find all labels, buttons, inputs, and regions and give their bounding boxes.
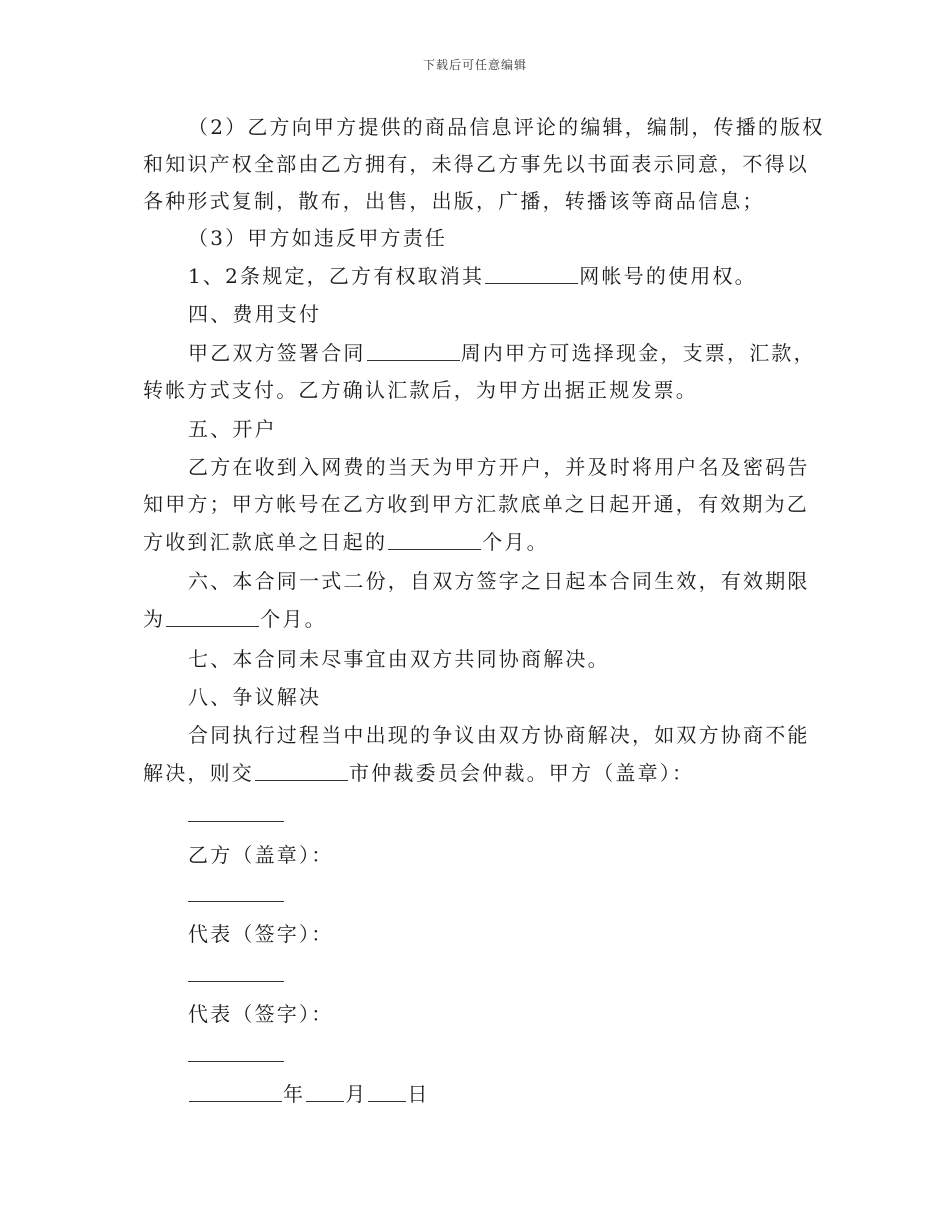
rep-1-signature-line	[188, 980, 284, 982]
text-segment: 个月。	[482, 530, 549, 554]
month-label: 月	[345, 1082, 368, 1106]
account-line-3	[143, 530, 549, 554]
section-5-heading: 五、开户	[188, 417, 277, 441]
rep-2-sign-label: 代表（签字）：	[188, 1002, 334, 1026]
month-blank	[306, 1083, 344, 1102]
section-8-heading: 八、争议解决	[188, 685, 322, 709]
clause-2-line-3: 各种形式复制，散布，出售，出版，广播，转播该等商品信息；	[143, 189, 765, 213]
dispute-line-2	[143, 761, 694, 785]
blank-field	[485, 265, 578, 284]
date-line	[188, 1082, 430, 1106]
blank-field	[388, 531, 481, 550]
payment-line-1	[188, 341, 816, 365]
year-label: 年	[283, 1082, 306, 1106]
blank-field	[166, 608, 259, 627]
section-4-heading: 四、费用支付	[188, 302, 322, 326]
text-segment: 1、2条规定，乙方有权取消其	[188, 264, 485, 288]
blank-field	[255, 762, 348, 781]
blank-field	[367, 342, 460, 361]
rep-2-signature-line	[188, 1060, 284, 1062]
clause-2-line-2: 和知识产权全部由乙方拥有，未得乙方事先以书面表示同意，不得以	[143, 152, 809, 176]
text-segment: 解决，则交	[143, 761, 254, 785]
section-6-line-2	[143, 607, 327, 631]
account-line-1: 乙方在收到入网费的当天为甲方开户，并及时将用户名及密码告	[188, 455, 810, 479]
account-line-2: 知甲方；甲方帐号在乙方收到甲方汇款底单之日起开通，有效期为乙	[143, 492, 809, 516]
party-b-signature-line	[188, 900, 284, 902]
text-segment: 甲乙双方签署合同	[188, 341, 366, 365]
year-blank	[189, 1083, 282, 1102]
day-label: 日	[407, 1082, 430, 1106]
text-segment: 市仲裁委员会仲裁。甲方（盖章）：	[349, 761, 695, 785]
payment-line-2: 转帐方式支付。乙方确认汇款后，为甲方出据正规发票。	[143, 378, 698, 402]
dispute-line-1: 合同执行过程当中出现的争议由双方协商解决，如双方协商不能	[188, 723, 810, 747]
clause-3-line: （3）甲方如违反甲方责任	[188, 226, 448, 250]
text-segment: 周内甲方可选择现金，支票，汇款，	[460, 341, 816, 365]
party-b-seal-label: 乙方（盖章）：	[188, 843, 334, 867]
section-7-line: 七、本合同未尽事宜由双方共同协商解决。	[188, 647, 610, 671]
text-segment: 个月。	[260, 607, 327, 631]
text-segment: 方收到汇款底单之日起的	[143, 530, 388, 554]
rep-1-sign-label: 代表（签字）：	[188, 922, 334, 946]
clause-2-line-1: （2）乙方向甲方提供的商品信息评论的编辑，编制，传播的版权	[188, 115, 825, 139]
section-6-line-1: 六、本合同一式二份，自双方签字之日起本合同生效，有效期限	[188, 569, 810, 593]
day-blank	[368, 1083, 406, 1102]
page-header: 下载后可任意编辑	[422, 58, 527, 72]
account-revoke-line	[188, 264, 757, 288]
party-a-signature-line	[188, 820, 284, 822]
text-segment: 为	[143, 607, 166, 631]
text-segment: 网帐号的使用权。	[579, 264, 757, 288]
